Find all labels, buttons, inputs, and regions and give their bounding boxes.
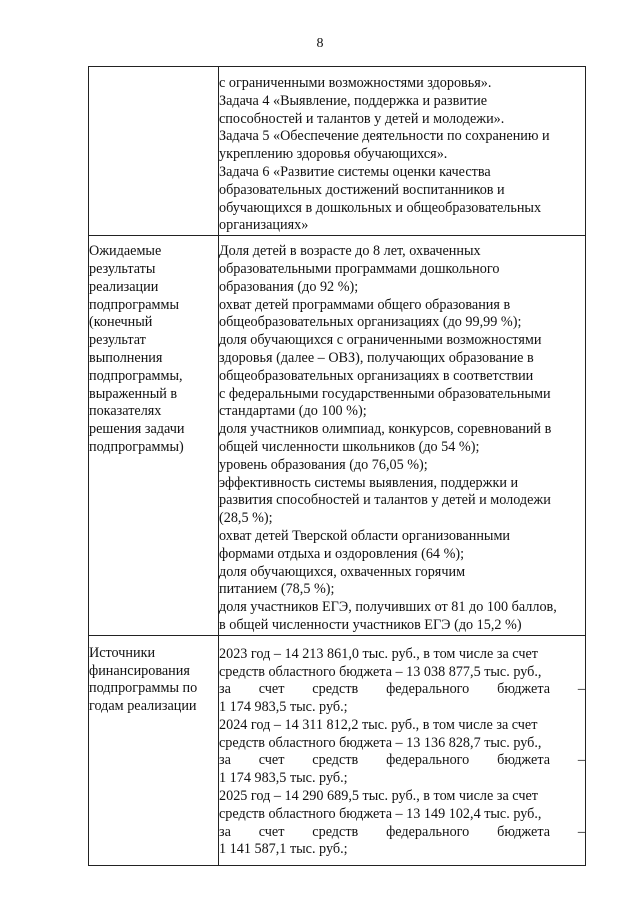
- text-line: Доля детей в возрасте до 8 лет, охваченных: [219, 243, 481, 260]
- label-line: выполнения: [89, 349, 163, 366]
- page-number: 8: [316, 36, 324, 51]
- text-line: доля обучающихся, охваченных горячим: [219, 563, 466, 580]
- text-line: 1 174 983,5 тыс. руб.;: [219, 699, 348, 716]
- text-line: доля участников ЕГЭ, получивших от 81 до 100 баллов,: [219, 599, 557, 616]
- text-line: обучающихся в дошкольных и общеобразовательных: [219, 199, 542, 216]
- table-row-expected-results: [89, 236, 586, 636]
- text-line: общеобразовательных организациях в соответствии: [219, 367, 534, 384]
- funding-sources-label-cell: [89, 635, 219, 866]
- text-line: 2024 год – 14 311 812,2 тыс. руб., в том числе за счет: [219, 716, 538, 733]
- label-line: подпрограммы по: [89, 680, 198, 697]
- text-line: образования (до 92 %);: [219, 278, 359, 295]
- text-line: доля обучающихся с ограниченными возможностями: [219, 332, 542, 349]
- text-line: средств областного бюджета – 13 149 102,4 тыс. руб.,: [219, 805, 542, 822]
- row-label-cell: [89, 67, 219, 236]
- text-line: 1 141 587,1 тыс. руб.;: [219, 841, 348, 858]
- text-line: образовательными программами дошкольного: [219, 260, 500, 277]
- text-line: общей численности школьников (до 54 %);: [219, 438, 480, 455]
- text-line: эффективность системы выявления, поддержки и: [219, 474, 519, 491]
- text-line: стандартами (до 100 %);: [219, 403, 367, 420]
- label-line: годам реализации: [89, 698, 197, 715]
- text-line: в общей численности участников ЕГЭ (до 15,2 %): [219, 616, 522, 633]
- text-line: Задача 5 «Обеспечение деятельности по сохранению и: [219, 128, 550, 145]
- table-row-funding-sources: [89, 635, 586, 866]
- text-line: за счет средств федерального бюджета –: [219, 823, 585, 840]
- text-line: образовательных достижений воспитанников и: [219, 181, 505, 198]
- table-row-tasks: [89, 67, 586, 236]
- text-line: охват детей Тверской области организованными: [219, 527, 511, 544]
- label-line: выраженный в: [89, 385, 178, 402]
- text-line: общеобразовательных организациях (до 99,99 %);: [219, 314, 522, 331]
- label-line: показателях: [89, 403, 162, 420]
- text-line: за счет средств федерального бюджета –: [219, 681, 585, 698]
- text-line: средств областного бюджета – 13 038 877,5 тыс. руб.,: [219, 663, 542, 680]
- text-line: (28,5 %);: [219, 510, 273, 527]
- text-line: 1 174 983,5 тыс. руб.;: [219, 770, 348, 787]
- text-line: с федеральными государственными образовательными: [219, 385, 551, 402]
- label-line: подпрограммы): [89, 438, 184, 455]
- label-line: (конечный: [89, 314, 153, 331]
- text-line: средств областного бюджета – 13 136 828,7 тыс. руб.,: [219, 734, 542, 751]
- text-line: уровень образования (до 76,05 %);: [219, 456, 428, 473]
- tasks-content-cell: [219, 67, 586, 236]
- text-line: доля участников олимпиад, конкурсов, соревнований в: [219, 421, 552, 438]
- text-line: способностей и талантов у детей и молодежи».: [219, 110, 505, 127]
- subprogram-passport-table: [88, 66, 586, 866]
- label-line: финансирования: [89, 662, 190, 679]
- label-line: решения задачи: [89, 421, 185, 438]
- label-line: Источники: [89, 644, 156, 661]
- label-line: результаты: [89, 260, 156, 277]
- text-line: здоровья (далее – ОВЗ), получающих образование в: [219, 349, 534, 366]
- text-line: Задача 6 «Развитие системы оценки качества: [219, 163, 491, 180]
- text-line: организациях»: [219, 217, 309, 234]
- text-line: с ограниченными возможностями здоровья».: [219, 75, 492, 91]
- text-line: за счет средств федерального бюджета –: [219, 752, 585, 769]
- label-line: Ожидаемые: [89, 243, 162, 260]
- expected-results-content-cell: [219, 236, 586, 636]
- funding-sources-content-cell: [219, 635, 586, 866]
- text-line: 2023 год – 14 213 861,0 тыс. руб., в том числе за счет: [219, 645, 538, 662]
- text-line: охват детей программами общего образования в: [219, 296, 511, 313]
- expected-results-label-cell: [89, 236, 219, 636]
- text-line: укреплению здоровья обучающихся».: [219, 146, 448, 163]
- text-line: развития способностей и талантов у детей и молодежи: [219, 492, 551, 509]
- text-line: питанием (78,5 %);: [219, 581, 335, 598]
- text-line: формами отдыха и оздоровления (64 %);: [219, 545, 465, 562]
- label-line: подпрограммы,: [89, 367, 183, 384]
- label-line: результат: [89, 332, 146, 349]
- text-line: Задача 4 «Выявление, поддержка и развитие: [219, 92, 487, 109]
- label-line: подпрограммы: [89, 296, 179, 313]
- text-line: 2025 год – 14 290 689,5 тыс. руб., в том числе за счет: [219, 788, 538, 805]
- label-line: реализации: [89, 278, 159, 295]
